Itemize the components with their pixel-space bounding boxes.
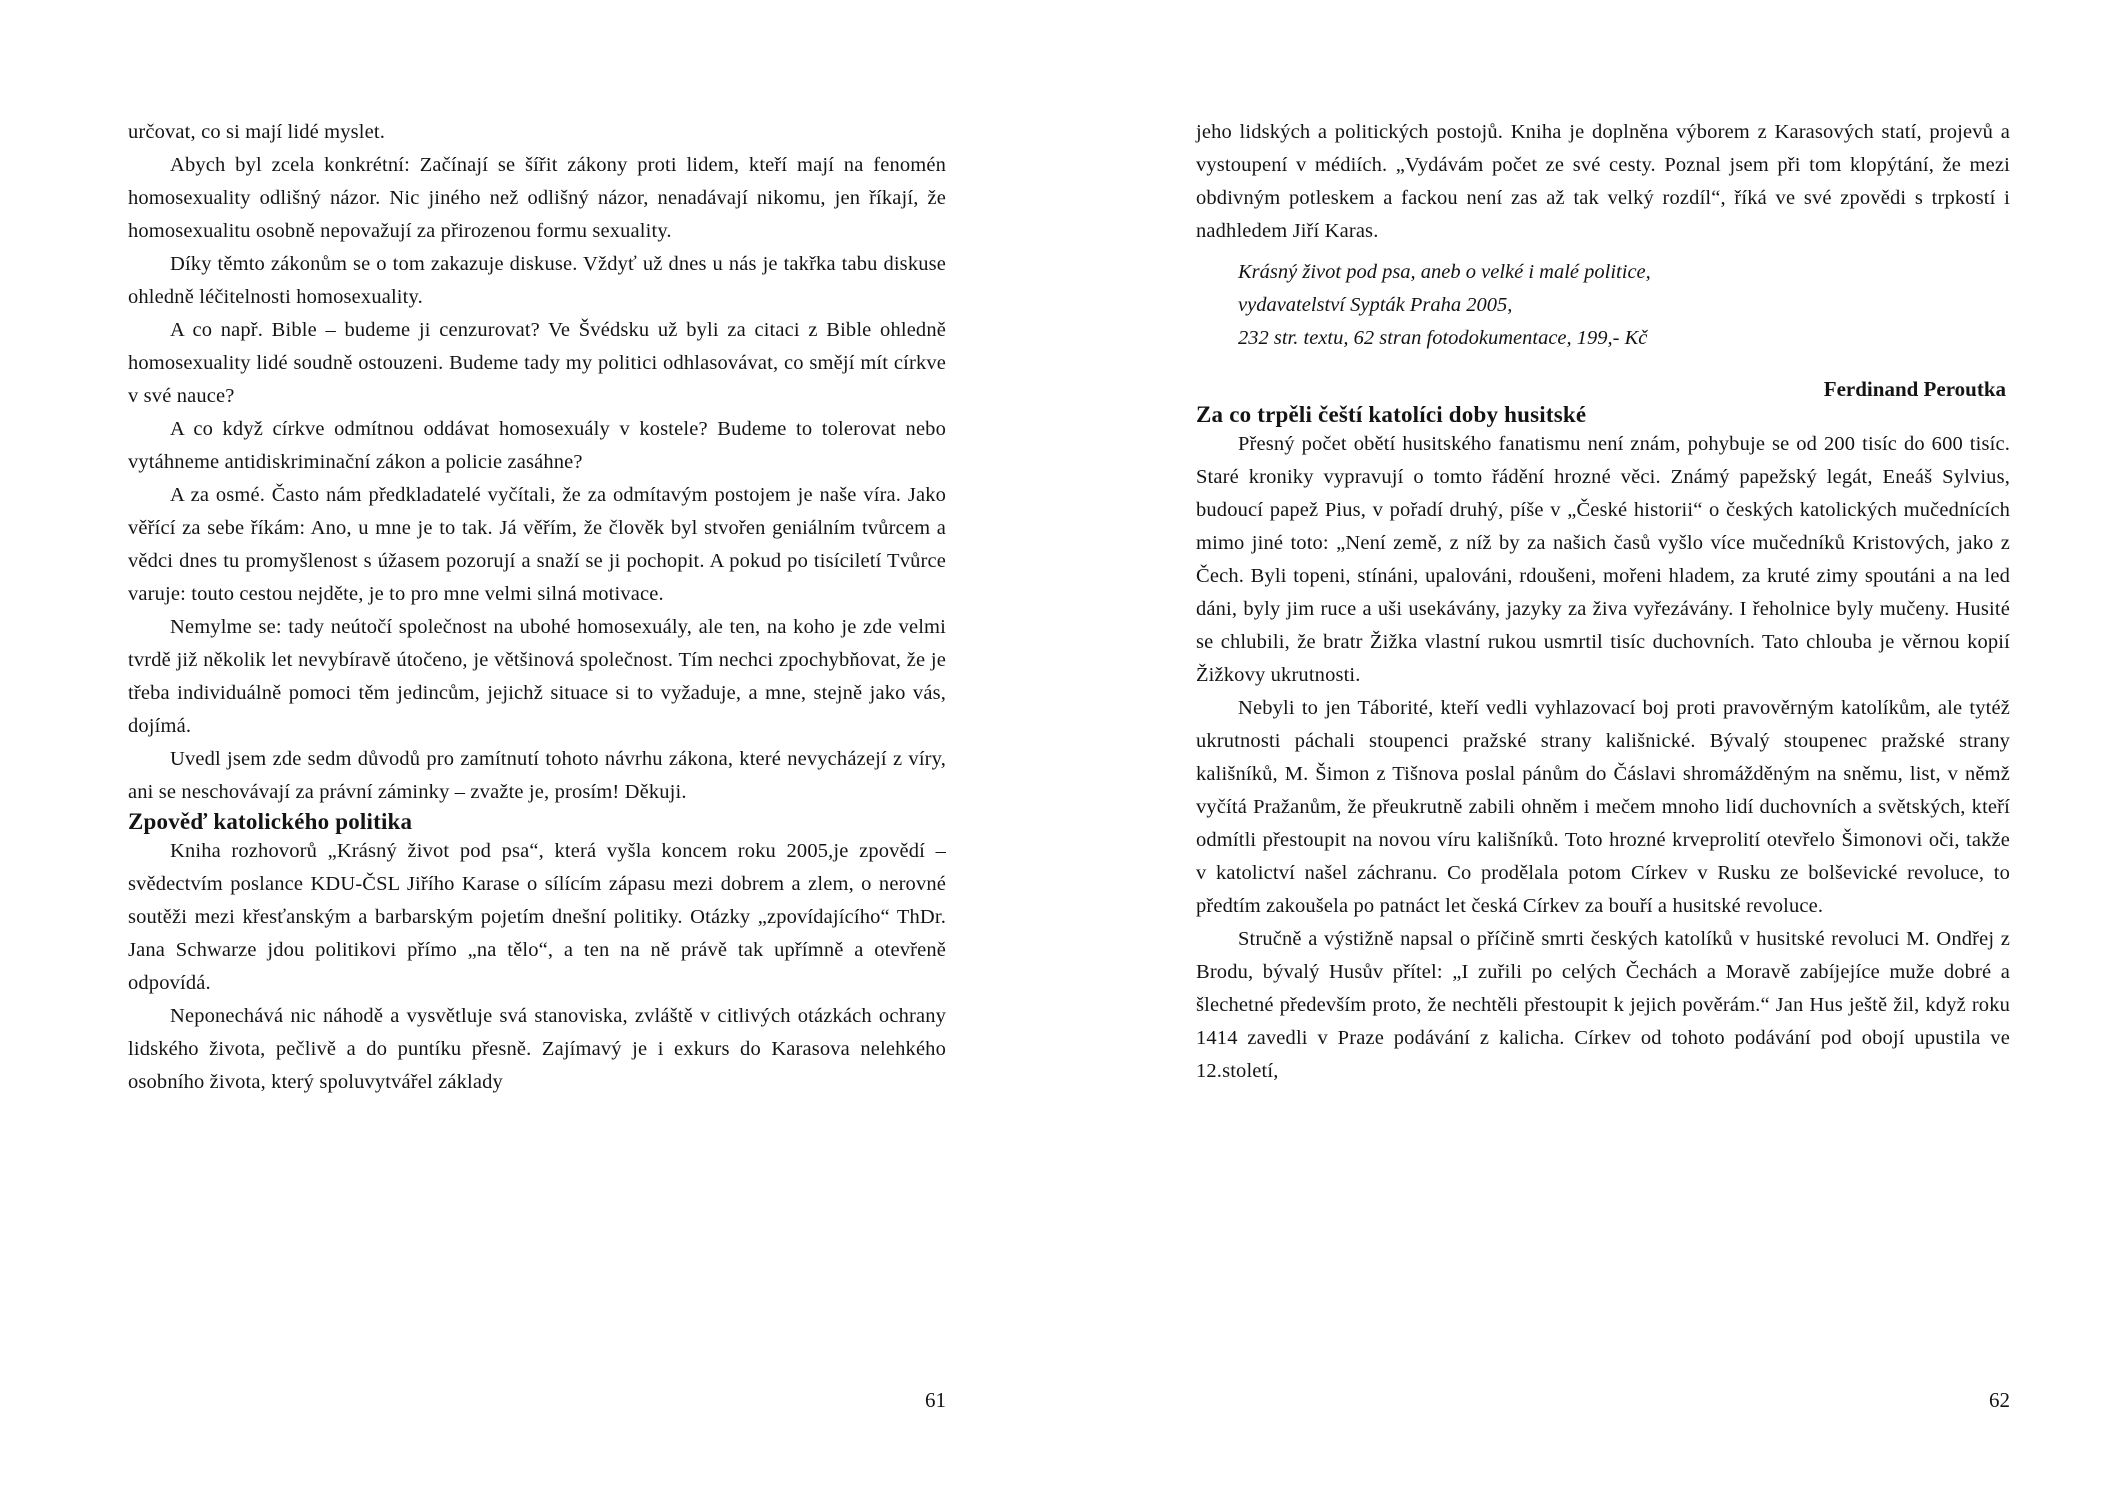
paragraph: určovat, co si mají lidé myslet. <box>128 121 386 143</box>
left-page <box>128 116 946 1099</box>
paragraph: A co když církve odmítnou oddávat homosexuály v kostele? Budeme to tolerovat nebo vytáhneme antidiskriminační zákon a policie zasáhne? <box>128 418 946 473</box>
section-heading-hussite: Za co trpěli čeští katolíci doby husitské <box>1196 402 1587 427</box>
citation-line: Krásný život pod psa, aneb o velké i malé politice, <box>1238 261 1651 283</box>
paragraph: Neponechává nic náhodě a vysvětluje svá stanoviska, zvláště v citlivých otázkách ochrany lidského života, pečlivě a do puntíku přesně. Zajímavý je i exkurs do Karasova nelehkého osobního života, který spoluvytvářel základy <box>128 1005 946 1093</box>
book-citation-block <box>1238 256 2010 355</box>
section-heading-confession: Zpověď katolického politika <box>128 809 413 834</box>
paragraph: Kniha rozhovorů „Krásný život pod psa“, která vyšla koncem roku 2005,je zpovědí – svědectvím poslance KDU-ČSL Jiřího Karase o sílícím zápasu mezi dobrem a zlem, o nerovné soutěži mezi křesťanským a barbarským pojetím dnešní politiky. Otázky „zpovídajícího“ ThDr. Jana Schwarze jdou politikovi přímo „na tělo“, a ten na ně právě tak upřímně a otevřeně odpovídá. <box>128 840 946 994</box>
paragraph: Nemylme se: tady neútočí společnost na ubohé homosexuály, ale ten, na koho je zde velmi tvrdě již několik let nevybíravě útočeno, je většinová společnost. Tím nechci zpochybňovat, že je třeba individuálně pomoci těm jedincům, jejichž situace si to vyžaduje, a mne, stejně jako vás, dojímá. <box>128 616 946 737</box>
paragraph: Nebyli to jen Táborité, kteří vedli vyhlazovací boj proti pravověrným katolíkům, ale tytéž ukrutnosti páchali stoupenci pražské strany kališnické. Bývalý stoupenec pražské strany kališníků, M. Šimon z Tišnova poslal pánům do Čáslavi shromážděným na sněmu, list, v němž vyčítá Pražanům, že přeukrutně zabili ohněm i mečem mnoho lidí duchovních a světských, kteří odmítli přestoupit na novou víru kališníků. Toto hrozné krveprolití otevřelo Šimonovi oči, takže v katolictví našel záchranu. Co prodělala potom Církev v Rusku ze bolševické revoluce, to předtím zakoušela po patnáct let česká Církev za bouří a husitské revoluce. <box>1196 697 2010 917</box>
paragraph: Přesný počet obětí husitského fanatismu není znám, pohybuje se od 200 tisíc do 600 tisíc. Staré kroniky vypravují o tomto řádění hrozné věci. Známý papežský legát, Eneáš Sylvius, budoucí papež Pius, v pořadí druhý, píše v „České historii“ o českých katolických mučednících mimo jiné toto: „Není země, z níž by za našich časů vyšlo více mučedníků Kristových, jako z Čech. Byli topeni, stínáni, upalováni, rdoušeni, mořeni hladem, za kruté zimy spoutáni a na led dáni, byly jim ruce a uši usekávány, jazyky za živa vyřezávány. I řeholnice byly mučeny. Husité se chlubili, že bratr Žižka vlastní rukou usmrtil tisíc duchovních. Tato chlouba je věrnou kopií Žižkovy ukrutnosti. <box>1196 433 2010 686</box>
paragraph: Abych byl zcela konkrétní: Začínají se šířit zákony proti lidem, kteří mají na fenomén homosexuality odlišný názor. Nic jiného než odlišný názor, nenadávají nikomu, jen říkají, že homosexualitu osobně nepovažují za přirozenou formu sexuality. <box>128 154 946 242</box>
paragraph: Díky těmto zákonům se o tom zakazuje diskuse. Vždyť už dnes u nás je takřka tabu diskuse ohledně léčitelnosti homosexuality. <box>128 253 946 308</box>
paragraph: Stručně a výstižně napsal o příčině smrti českých katolíků v husitské revoluci M. Ondřej z Brodu, bývalý Husův přítel: „I zuřili po celých Čechách a Moravě zabíjejíce muže dobré a šlechetné především proto, že nechtěli přestoupit k jejich pověrám.“ Jan Hus ještě žil, když roku 1414 zavedli v Praze podávání z kalicha. Církev od tohoto podávání pod obojí upustila ve 12.století, <box>1196 928 2010 1082</box>
paragraph: A za osmé. Často nám předkladatelé vyčítali, že za odmítavým postojem je naše víra. Jako věřící za sebe říkám: Ano, u mne je to tak. Já věřím, že člověk byl stvořen geniálním tvůrcem a vědci dnes tu promyšlenost s úžasem pozorují a snaží se ji pochopit. A pokud po tisíciletí Tvůrce varuje: touto cestou nejděte, je to pro mne velmi silná motivace. <box>128 484 946 605</box>
page-number-right: 62 <box>1989 1388 2010 1412</box>
right-page <box>1196 116 2010 1088</box>
paragraph: jeho lidských a politických postojů. Kniha je doplněna výborem z Karasových statí, projevů a vystoupení v médiích. „Vydávám počet ze své cesty. Poznal jsem při tom klopýtání, že mezi obdivným potleskem a fackou není zas až tak velký rozdíl“, říká ve své zpovědi s trpkostí i nadhledem Jiří Karas. <box>1196 121 2010 242</box>
citation-line: 232 str. textu, 62 stran fotodokumentace, 199,- Kč <box>1238 327 1648 349</box>
paragraph: Uvedl jsem zde sedm důvodů pro zamítnutí tohoto návrhu zákona, které nevycházejí z víry, ani se neschovávají za právní záminky – zvažte je, prosím! Děkuji. <box>128 748 946 803</box>
paragraph: A co např. Bible – budeme ji cenzurovat? Ve Švédsku už byli za citaci z Bible ohledně homosexuality lidé soudně ostouzeni. Budeme tady my politici odhlasovávat, co smějí mít církve v své nauce? <box>128 319 946 407</box>
page-number-left: 61 <box>925 1388 946 1412</box>
author-byline: Ferdinand Peroutka <box>1823 377 2006 401</box>
citation-line: vydavatelství Sypták Praha 2005, <box>1238 294 1513 316</box>
